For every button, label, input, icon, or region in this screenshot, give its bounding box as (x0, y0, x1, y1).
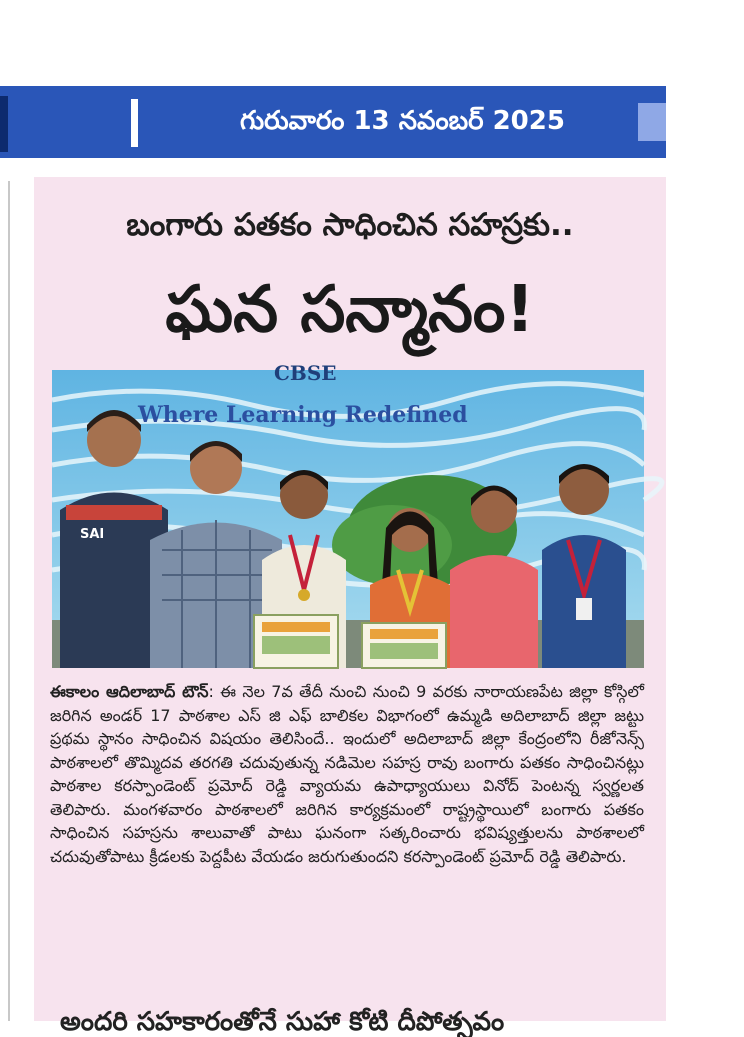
column-rule (8, 181, 10, 1021)
photo-top-text: CBSE (274, 361, 337, 385)
article-dateline: ఈకాలం ఆదిలాబాద్ టౌన్ (50, 682, 209, 701)
next-article-headline: అందరి సహకారంతోనే సుహా కోటి దీపోత్సవం (60, 1007, 505, 1037)
photo-jacket-text: SAI (80, 527, 105, 542)
header-date: గురువారం 13 నవంబర్ 2025 (240, 106, 565, 136)
header-divider (131, 99, 138, 147)
article-body (50, 680, 644, 868)
article-photo (52, 361, 644, 668)
photo-banner-text: Where Learning Redefined (138, 402, 468, 428)
header-left-block (0, 96, 8, 152)
certificate-2 (362, 623, 446, 668)
article-card (34, 177, 666, 1037)
certificate-1 (254, 615, 338, 668)
article-headline: ఘన సన్మానం! (165, 273, 535, 347)
article-kicker: బంగారు పతకం సాధించిన సహస్రకు.. (126, 207, 574, 243)
header-square-decoration (638, 103, 666, 141)
article-body-text: : ఈ నెల 7వ తేదీ నుంచి నుంచి 9 వరకు నారాయణపేట జిల్లా కోస్గిలో జరిగిన అండర్ 17 పాఠశాల ఎస్ జి ఎఫ్ బాలికల విభాగంలో ఉమ్మడి అదిలాబాద్ జిల్లా జట్టు ప్రథమ స్థానం సాధించిన విషయం తెలిసిందే.. ఇందులో అదిలాబాద్ జిల్లా కేంద్రంలోని రీజోనెన్స్ పాఠశాలలో తొమ్మిదవ తరగతి చదువుతున్న నడిమెల సహస్ర రావు బంగారు పతకం సాధించినట్లు పాఠశాల కరస్పాండెంట్ ప్రమోద్ రెడ్డి వ్యాయమ ఉపాధ్యాయులు వినోద్ పెంటన్న స్వర్ణలత తెలిపారు. మంగళవారం పాఠశాలలో జరిగిన కార్యక్రమంలో రాష్ట్రస్థాయిలో బంగారు పతకం సాధించిన సహస్రను శాలువాతో పాటు ఘనంగా సత్కరించారు భవిష్యత్తులను పాఠశాలలో చదువుతోపాటు క్రీడలకు పెద్దపీట వేయడం జరుగుతుందని కరస్పాండెంట్ ప్రమోద్ రెడ్డి తెలిపారు. (50, 682, 644, 866)
